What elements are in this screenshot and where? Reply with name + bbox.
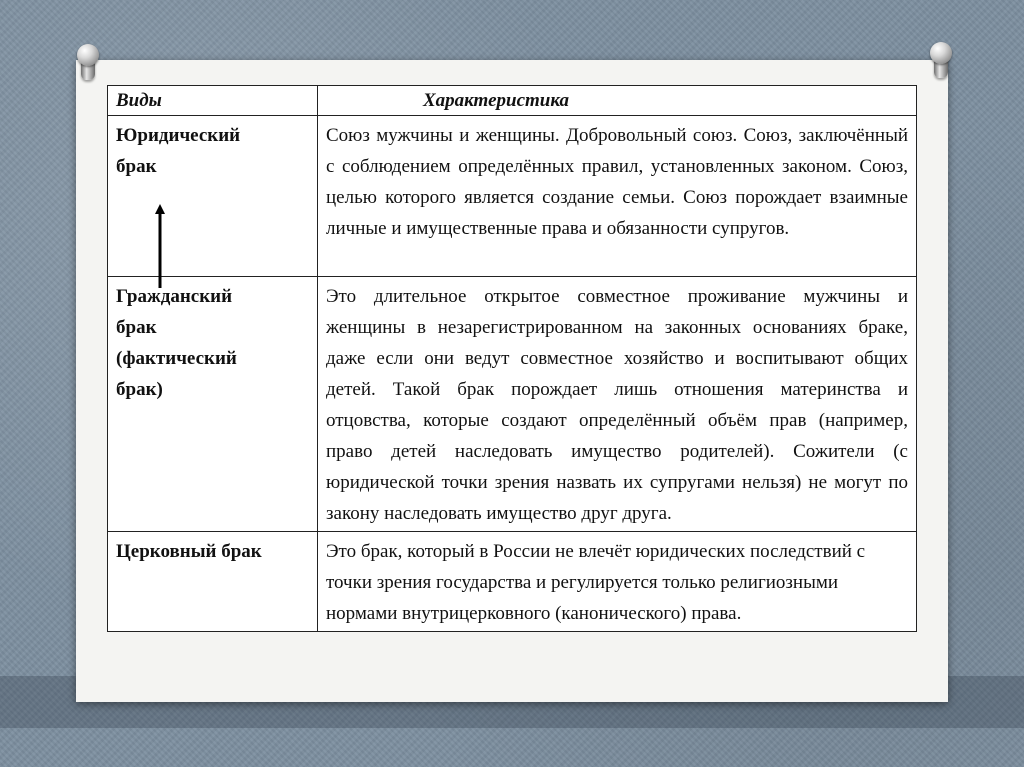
table-row (108, 116, 917, 277)
table-row (108, 277, 917, 532)
column-header-characteristics (318, 86, 917, 116)
column-header-characteristics-label: Характеристика (423, 90, 570, 111)
column-header-types: Виды (108, 86, 318, 116)
row-type-cell (108, 116, 318, 277)
row-description-cell: Это длительное открытое совместное проживание мужчины и женщины в незарегистрированном на законных основаниях браке, даже если они ведут совместное хозяйство и воспитывают общих детей. Такой брак порождает лишь отношения материнства и отцовства, которые создают определённый объём прав (например, право детей наследовать имущество родителей). Сожители (с юридической точки зрения назвать их супругами нельзя) не могут по закону наследовать имущество друг друга. (318, 277, 917, 532)
table-row (108, 532, 917, 632)
row-type-cell (108, 277, 318, 532)
row-description-cell: Это брак, который в России не влечёт юридических последствий с точки зрения государства и регулируется только религиозными нормами внутрицерковного (канонического) права. (318, 532, 917, 632)
pushpin-icon (928, 42, 954, 82)
row-type-label: Гражданский брак (фактический брак) (116, 286, 237, 400)
up-arrow-icon (154, 204, 166, 288)
row-type-label: Юридический брак (116, 125, 241, 177)
marriage-types-table (107, 85, 917, 632)
row-type-cell (108, 532, 318, 632)
table-header-row (108, 86, 917, 116)
row-description-cell: Союз мужчины и женщины. Добровольный союз. Союз, заключённый с соблюдением определённых правил, установленных законом. Союз, целью которого является создание семьи. Союз порождает взаимные личные и имущественные права и обязанности супругов. (318, 116, 917, 277)
pushpin-icon (75, 44, 101, 84)
row-type-label: Церковный брак (116, 541, 262, 562)
